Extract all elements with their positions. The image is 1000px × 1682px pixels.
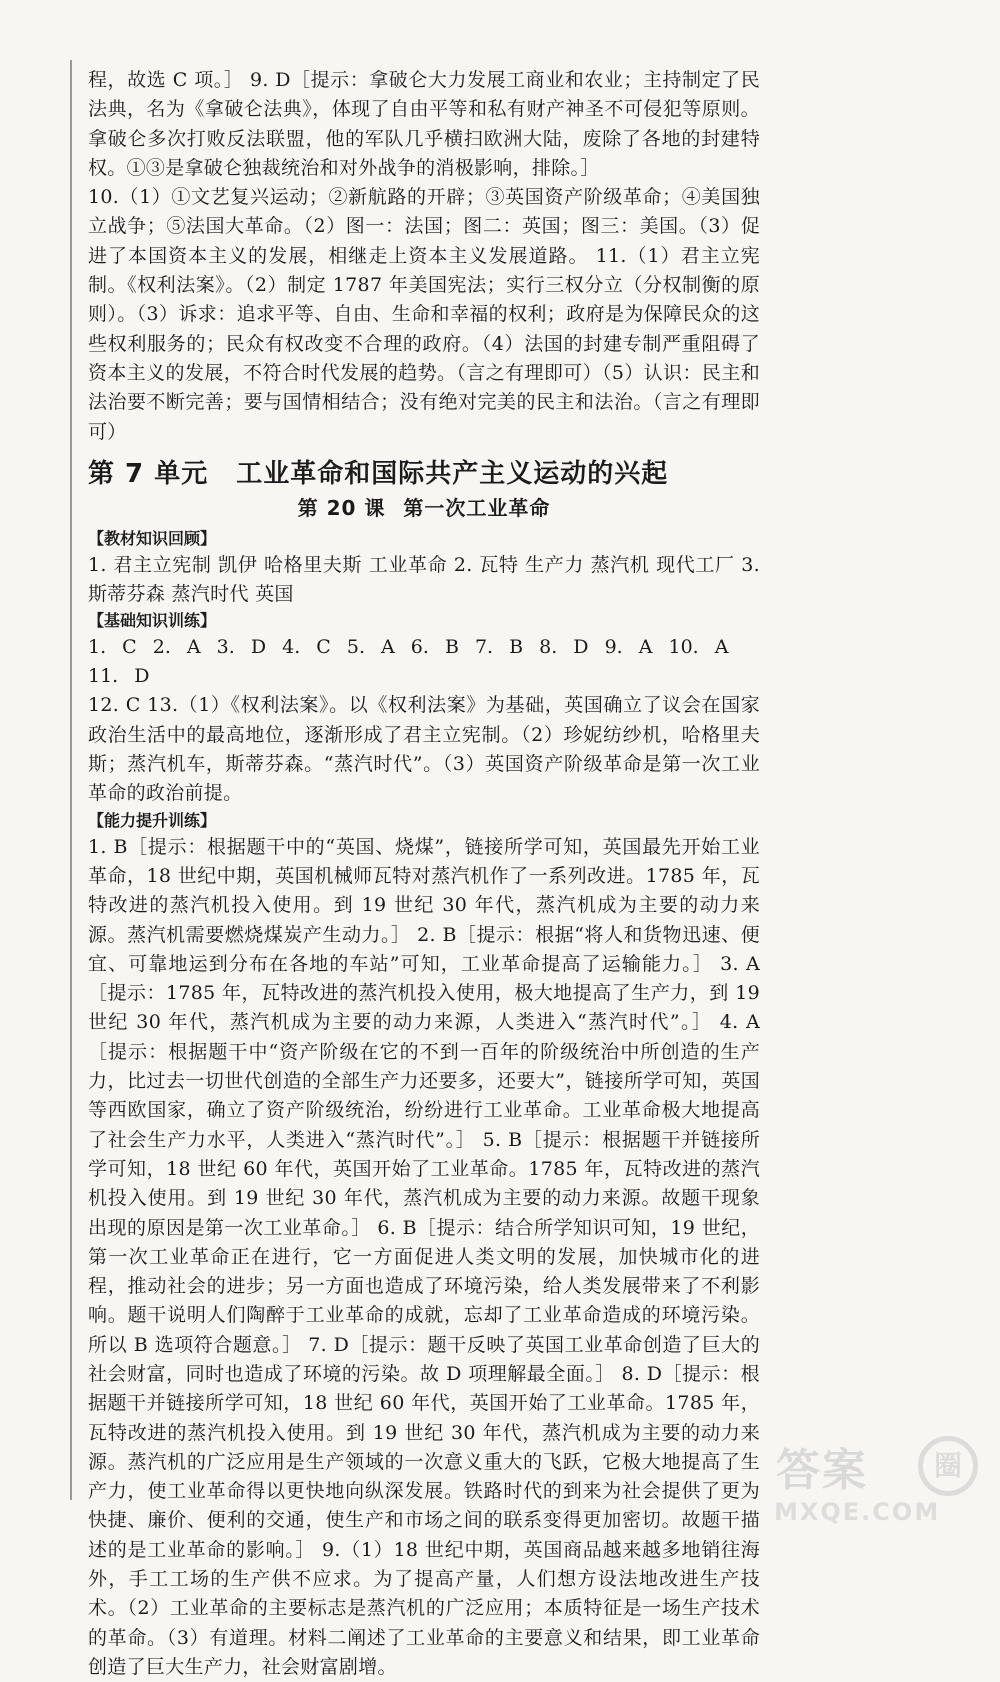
unit-heading — [88, 457, 760, 491]
left-margin-rule — [70, 60, 72, 1500]
unit-number: 第 7 单元 — [88, 458, 209, 489]
answer-paragraph-q10-q11: 10.（1）①文艺复兴运动；②新航路的开辟；③英国资产阶级革命；④美国独立战争；⑤法国大革命。（2）图一：法国；图二：英国；图三：美国。（3）促进了本国资本主义的发展，相继走上资本主义发展道路。 11.（1）君主立宪制。《权利法案》。（2）制定 1787 年美国宪法；实行三权分立（分权制衡的原则）。（3）诉求：追求平等、自由、生命和幸福的权利；政府是为保障民众的这些权利服务的；民众有权改变不合理的政府。（4）法国的封建专制严重阻碍了资本主义的发展，不符合时代发展的趋势。（言之有理即可）（5）认识：民主和法治要不断完善；要与国情相结合；没有绝对完美的民主和法治。（言之有理即可） — [88, 186, 760, 443]
lesson-number: 第 20 课 — [297, 495, 386, 520]
basic-answers-continued: 12. C 13.（1）《权利法案》。以《权利法案》为基础，英国确立了议会在国家政治生活中的最高地位，逐渐形成了君主立宪制。（2）珍妮纺纱机，哈格里夫斯；蒸汽机车，斯蒂芬森。“蒸汽时代”。（3）英国资产阶级革命是第一次工业革命的政治前提。 — [88, 694, 760, 805]
section-heading-ability: 【能力提升训练】 — [88, 810, 217, 830]
watermark-main-text: 答案 — [776, 1445, 868, 1496]
section-heading-review: 【教材知识回顾】 — [88, 528, 217, 548]
section-heading-basic: 【基础知识训练】 — [88, 611, 217, 631]
lesson-title: 第一次工业革命 — [403, 495, 551, 520]
ability-answers: 1. B［提示：根据题干中的“英国、烧煤”，链接所学可知，英国最先开始工业革命，18 世纪中期，英国机械师瓦特对蒸汽机作了一系列改进。1785 年，瓦特改进的蒸汽机投入使用。到 19 世纪 30 年代，蒸汽机成为主要的动力来源。蒸汽机需要燃烧煤炭产生动力。］ 2. B［提示：根据“将人和货物迅速、便宜、可靠地运到分布在各地的车站”可知，工业革命提高了运输能力。］ 3. A［提示：1785 年，瓦特改进的蒸汽机投入使用，极大地提高了生产力，到 19 世纪 30 年代，蒸汽机成为主要的动力来源，人类进入“蒸汽时代”。］ 4. A［提示：根据题干中“资产阶级在它的不到一百年的阶级统治中所创造的生产力，比过去一切世代创造的全部生产力还要多，还要大”，链接所学可知，英国等西欧国家，确立了资产阶级统治，纷纷进行工业革命。工业革命极大地提高了社会生产力水平，人类进入“蒸汽时代”。］ 5. B［提示：根据题干并链接所学可知，18 世纪 60 年代，英国开始了工业革命。1785 年，瓦特改进的蒸汽机投入使用。到 19 世纪 30 年代，蒸汽机成为主要的动力来源。故题干现象出现的原因是第一次工业革命。］ 6. B［提示：结合所学知识可知，19 世纪，第一次工业革命正在进行，它一方面促进人类文明的发展，加快城市化的进程，推动社会的进步；另一方面也造成了环境污染，给人类发展带来了不利影响。题干说明人们陶醉于工业革命的成就，忘却了工业革命造成的环境污染。所以 B 选项符合题意。］ 7. D［提示：题干反映了英国工业革命创造了巨大的社会财富，同时也造成了环境的污染。故 D 项理解最全面。］ 8. D［提示：根据题干并链接所学可知，18 世纪 60 年代，英国开始了工业革命。1785 年，瓦特改进的蒸汽机投入使用。到 19 世纪 30 年代，蒸汽机成为主要的动力来源。蒸汽机的广泛应用是生产领域的一次意义重大的飞跃，它极大地提高了生产力，使工业革命得以更快地向纵深发展。铁路时代的到来为社会提供了更为快捷、廉价、便利的交通，使生产和市场之间的联系变得更加密切。故题干描述的是工业革命的影响。］ 9.（1）18 世纪中期，英国商品越来越多地销往海外，手工工场的生产供不应求。为了提高产量，人们想方设法地改进生产技术。（2）工业革命的主要标志是蒸汽机的广泛应用；本质特征是一场生产技术的革命。（3）有道理。材料二阐述了工业革命的主要意义和结果，即工业革命创造了巨大生产力，社会财富剧增。 — [88, 835, 760, 1678]
lesson-heading — [88, 493, 760, 523]
basic-choice-answers: 1. C 2. A 3. D 4. C 5. A 6. B 7. B 8. D 9. A 10. A 11. D — [88, 636, 729, 688]
page-content — [88, 66, 760, 1682]
watermark-domain-text: MXQE.COM — [774, 1498, 941, 1526]
watermark-circle-glyph: 圈 — [918, 1436, 978, 1496]
watermark-logo — [774, 1434, 984, 1526]
answer-paragraph-q9: 程，故选 C 项。］ 9. D［提示：拿破仑大力发展工商业和农业；主持制定了民法典，名为《拿破仑法典》，体现了自由平等和私有财产神圣不可侵犯等原则。拿破仑多次打败反法联盟，他的军队几乎横扫欧洲大陆，废除了各地的封建特权。①③是拿破仑独裁统治和对外战争的消极影响，排除。］ — [88, 69, 760, 179]
review-answers: 1. 君主立宪制 凯伊 哈格里夫斯 工业革命 2. 瓦特 生产力 蒸汽机 现代工厂 3. 斯蒂芬森 蒸汽时代 英国 — [88, 553, 760, 606]
unit-title: 工业革命和国际共产主义运动的兴起 — [236, 458, 669, 489]
